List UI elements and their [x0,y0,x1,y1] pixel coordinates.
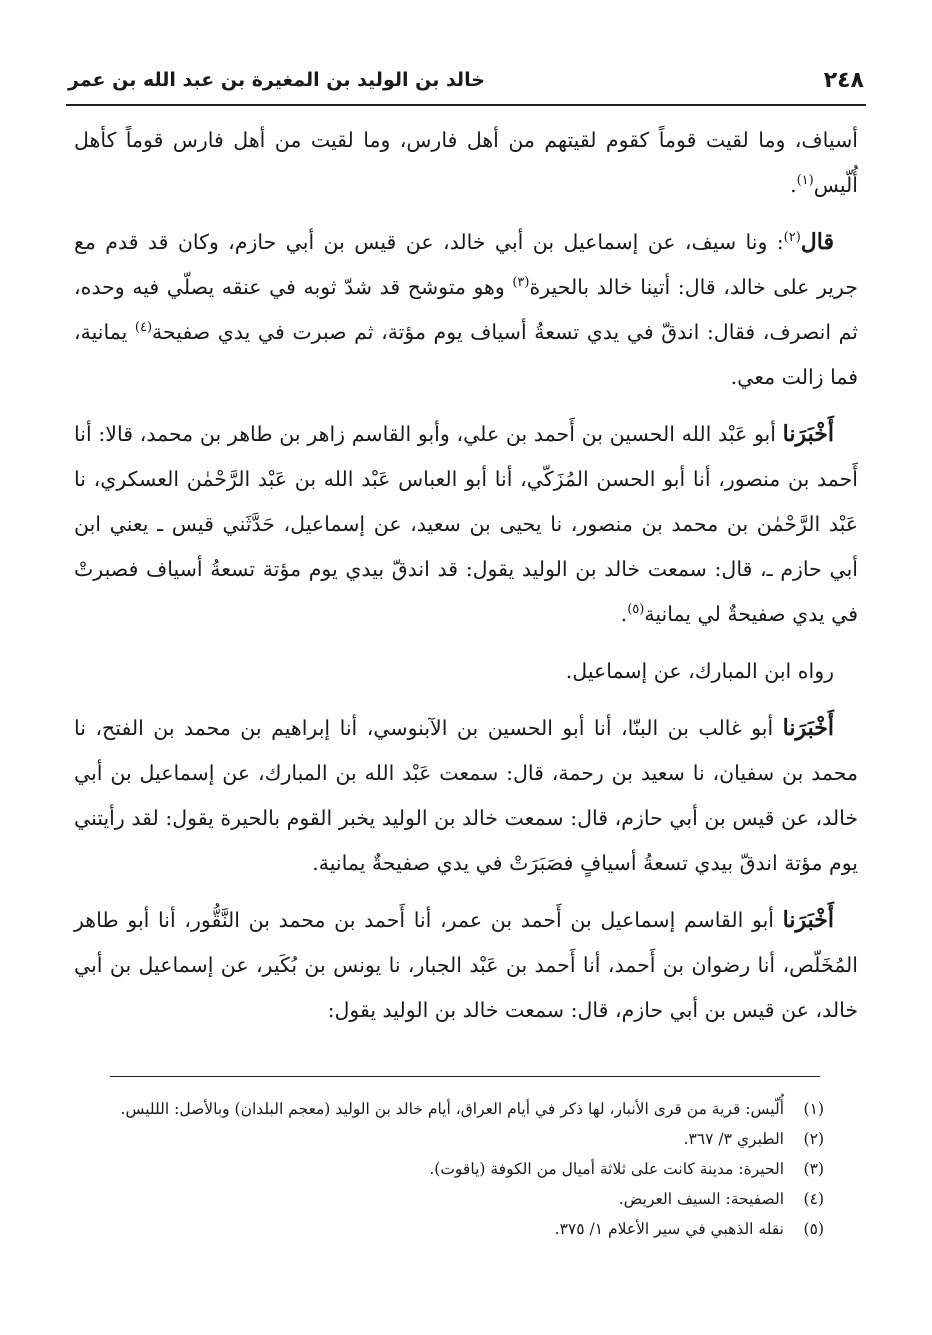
footnote-ref-4: (٤) [134,320,153,336]
paragraph-1-end: . [790,173,797,197]
paragraph-1-text: أسياف، وما لقيت قوماً كقوم لقيتهم من أهل فارس، وما لقيت من أهل فارس قوماً كأهل أُلّيس [74,128,858,197]
paragraph-6-lead: أَخْبَرَنا [782,907,834,933]
footnote-text: الحيرة: مدينة كانت على ثلاثة أميال من الكوفة (ياقوت). [429,1160,784,1178]
paragraph-6-text: أبو القاسم إسماعيل بن أَحمد بن عمر، أنا أَحمد بن محمد بن النَّقُّور، أنا أبو طاهر المُخَلّص، أنا رضوان بن أَحمد، أنا أَحمد بن عَبْد الجبار، نا يونس بن بُكَير، عن إسماعيل بن أبي خالد، عن قيس بن أبي حازم، قال: سمعت خالد بن الوليد يقول: [74,908,858,1022]
running-title: خالد بن الوليد بن المغيرة بن عبد الله بن عمر [68,69,485,91]
footnote-number: (٣) [803,1160,824,1178]
paragraph-5 [74,706,858,886]
footnote-text: الصفيحة: السيف العريض. [618,1190,784,1208]
footnote-item [74,1214,824,1244]
footnote-item [74,1154,824,1184]
main-text [74,118,858,1045]
paragraph-2-text-a: : ونا سيف، عن إسماعيل بن أبي خالد، عن قيس بن أبي حازم، وكان قد قدم مع جرير على خالد، قال: أتينا خالد بالحيرة [74,230,858,299]
paragraph-3-text: أبو عَبْد الله الحسين بن أَحمد بن علي، وأبو القاسم زاهر بن طاهر بن محمد، قالا: أنا أَحمد بن منصور، أنا أبو الحسن المُزَكّي، أنا أبو العباس عَبْد الله بن عَبْد الرَّحْمٰن العسكري، نا عَبْد الرَّحْمٰن بن محمد بن منصور، نا يحيى بن سعيد، عن إسماعيل، حَدَّثَني قيس ـ يعني ابن أبي حازم ـ، قال: سمعت خالد بن الوليد يقول: قد اندقّ بيدي يوم مؤتة تسعةُ أسياف فصبرتْ في يدي صفيحةٌ لي يمانية [74,422,858,626]
paragraph-5-text: أبو غالب بن البنّا، أنا أبو الحسين بن الآبنوسي، أنا إبراهيم بن محمد بن الفتح، نا محمد بن سفيان، نا سعيد بن رحمة، قال: سمعت عَبْد الله بن المبارك، عن إسماعيل بن أبي خالد، عن قيس بن أبي حازم، قال: سمعت خالد بن الوليد يخبر القوم بالحيرة يقول: لقد رأيتني يوم مؤتة اندقّ بيدي تسعةُ أسيافٍ فصَبَرَتْ في يدي صفيحةٌ يمانية. [74,716,858,875]
footnote-text: أُلّيس: قرية من قرى الأنبار، لها ذكر في أيام العراق، أيام خالد بن الوليد (معجم البلدان) وبالأصل: اللليس. [120,1100,784,1118]
footnote-number: (٢) [803,1130,824,1148]
page-number: ٢٤٨ [823,67,864,93]
running-header [68,60,864,100]
paragraph-4 [74,649,858,694]
footnote-number: (٤) [803,1190,824,1208]
header-rule [66,104,866,106]
footnote-ref-2: (٢) [783,230,801,246]
paragraph-3 [74,412,858,637]
paragraph-2-lead: قال [800,229,834,255]
footnote-rule [110,1076,820,1077]
footnotes [74,1094,824,1244]
footnote-ref-5: (٥) [627,602,645,618]
footnote-text: نقله الذهبي في سير الأعلام ١/ ٣٧٥. [554,1220,784,1238]
footnote-number: (١) [803,1100,824,1118]
paragraph-2-text-b: وهو متوشح قد شدّ ثوبه في عنقه يصلّي فيه وحده، ثم انصرف، فقال: اندقّ في يدي تسعةُ أسياف يوم مؤتة، ثم صبرت في يدي صفيحة [74,275,858,344]
footnote-text: الطبري ٣/ ٣٦٧. [683,1130,784,1148]
paragraph-3-end: . [620,602,628,626]
footnote-item [74,1094,824,1124]
footnote-ref-3: (٣) [512,275,530,291]
footnote-item [74,1124,824,1154]
paragraph-4-text: رواه ابن المبارك، عن إسماعيل. [565,659,834,683]
paragraph-1 [74,118,858,208]
footnote-item [74,1184,824,1214]
footnote-number: (٥) [803,1220,824,1238]
paragraph-2-text-c: يمانية، فما زالت معي. [74,320,858,389]
paragraph-5-lead: أَخْبَرَنا [782,715,834,741]
paragraph-3-lead: أَخْبَرَنا [782,421,834,447]
paragraph-2 [74,220,858,400]
footnote-ref-1: (١) [796,173,814,189]
paragraph-6 [74,898,858,1033]
